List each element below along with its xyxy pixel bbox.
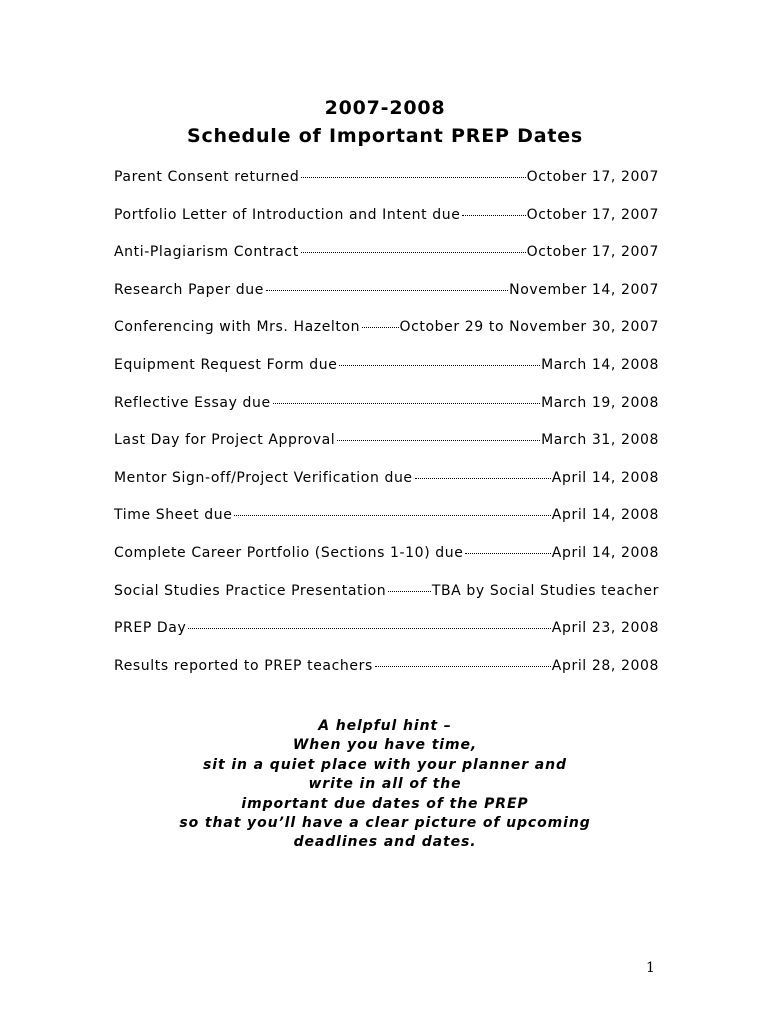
dot-leader (362, 327, 398, 328)
dot-leader (301, 177, 525, 178)
schedule-list (114, 169, 659, 695)
entry-label: PREP Day (114, 620, 187, 637)
hint-line: important due dates of the PREP (241, 795, 529, 812)
dot-leader (337, 440, 540, 441)
schedule-entry (114, 319, 659, 357)
schedule-entry (114, 470, 659, 508)
dot-leader (388, 591, 431, 592)
dot-leader (266, 290, 508, 291)
schedule-entry (114, 357, 659, 395)
entry-date: March 14, 2008 (541, 356, 659, 373)
schedule-entry (114, 207, 659, 245)
entry-label: Results reported to PREP teachers (114, 657, 373, 674)
schedule-entry (114, 244, 659, 282)
schedule-entry (114, 620, 659, 658)
hint-line: sit in a quiet place with your planner and (203, 756, 567, 773)
entry-label: Social Studies Practice Presentation (114, 582, 387, 599)
schedule-entry (114, 658, 659, 696)
helpful-hint (0, 717, 770, 853)
schedule-entry (114, 169, 659, 207)
hint-line: deadlines and dates. (293, 834, 477, 851)
entry-date: April 14, 2008 (551, 469, 659, 486)
document-title (0, 94, 770, 150)
entry-date: October 17, 2007 (526, 206, 659, 223)
entry-date: November 14, 2007 (509, 281, 659, 298)
entry-label: Anti-Plagiarism Contract (114, 244, 299, 261)
entry-date: April 23, 2008 (551, 620, 659, 637)
schedule-entry (114, 282, 659, 320)
dot-leader (375, 666, 551, 667)
entry-label: Time Sheet due (114, 507, 233, 524)
entry-label: Complete Career Portfolio (Sections 1-10) due (114, 544, 464, 561)
hint-line: so that you’ll have a clear picture of upcoming (179, 815, 591, 832)
dot-leader (465, 553, 550, 554)
dot-leader (188, 628, 550, 629)
schedule-entry (114, 395, 659, 433)
entry-date: April 14, 2008 (551, 507, 659, 524)
entry-label: Research Paper due (114, 281, 264, 298)
title-main: Schedule of Important PREP Dates (187, 125, 583, 147)
hint-line: write in all of the (308, 776, 462, 793)
page-number: 1 (646, 960, 655, 976)
schedule-entry (114, 507, 659, 545)
entry-date: October 29 to November 30, 2007 (399, 319, 659, 336)
dot-leader (301, 252, 526, 253)
schedule-entry (114, 432, 659, 470)
entry-label: Last Day for Project Approval (114, 432, 336, 449)
entry-date: TBA by Social Studies teacher (431, 582, 659, 599)
dot-leader (234, 515, 550, 516)
hint-line: When you have time, (292, 737, 478, 754)
entry-label: Parent Consent returned (114, 169, 300, 185)
entry-date: March 31, 2008 (541, 432, 659, 449)
entry-date: March 19, 2008 (541, 394, 659, 411)
entry-label: Equipment Request Form due (114, 356, 338, 373)
entry-label: Mentor Sign-off/Project Verification due (114, 469, 413, 486)
entry-date: October 17, 2007 (526, 169, 659, 185)
dot-leader (415, 478, 551, 479)
dot-leader (339, 365, 540, 366)
title-year: 2007-2008 (324, 97, 446, 119)
entry-date: April 28, 2008 (551, 657, 659, 674)
entry-label: Reflective Essay due (114, 394, 271, 411)
dot-leader (462, 215, 525, 216)
entry-date: October 17, 2007 (526, 244, 659, 261)
dot-leader (273, 403, 540, 404)
entry-label: Conferencing with Mrs. Hazelton (114, 319, 361, 336)
schedule-entry (114, 545, 659, 583)
entry-label: Portfolio Letter of Introduction and Intent due (114, 206, 461, 223)
schedule-entry (114, 583, 659, 621)
hint-line: A helpful hint – (318, 718, 452, 734)
entry-date: April 14, 2008 (551, 544, 659, 561)
